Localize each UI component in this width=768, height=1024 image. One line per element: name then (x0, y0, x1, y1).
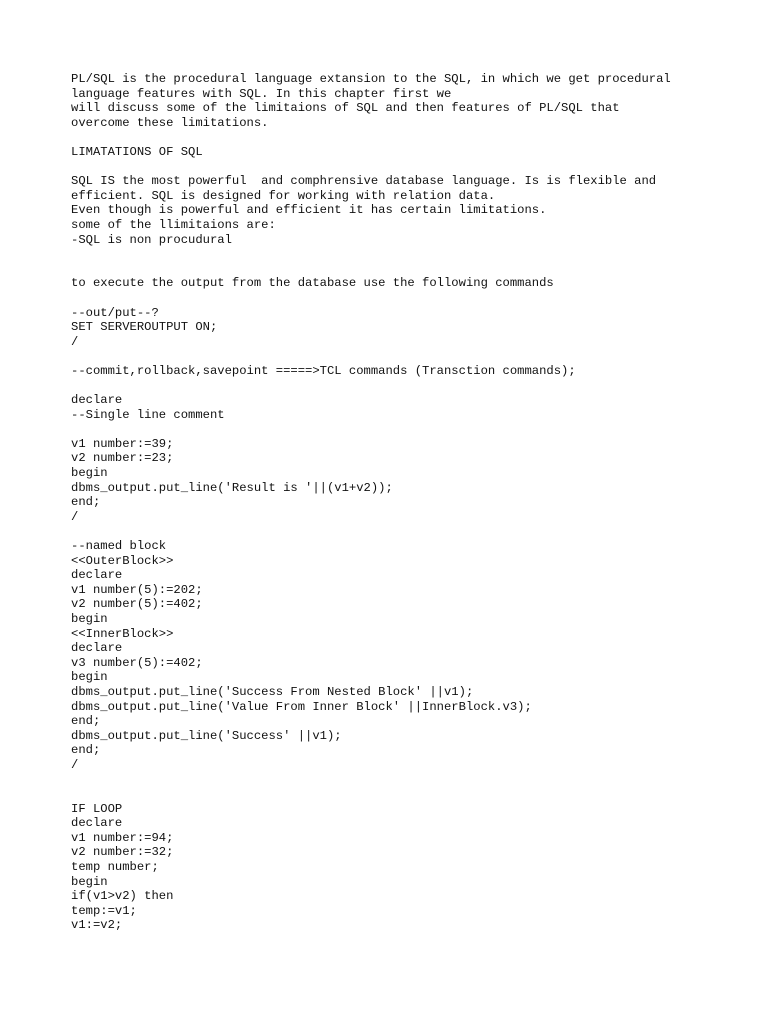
document-line (71, 787, 671, 802)
document-line (71, 160, 671, 175)
document-line: declare (71, 641, 123, 656)
document-line: some of the llimitaions are: (71, 217, 276, 232)
document-line: declare (71, 568, 123, 583)
document-line: <<OuterBlock>> (71, 553, 174, 568)
document-line (71, 422, 671, 437)
document-line: / (71, 757, 79, 772)
document-line: IF LOOP (71, 801, 123, 816)
document-line: v1:=v2; (71, 918, 123, 933)
document-line: LIMATATIONS OF SQL (71, 144, 203, 159)
document-line: dbms_output.put_line('Value From Inner Block' ||InnerBlock.v3); (71, 699, 532, 714)
document-line: declare (71, 816, 123, 831)
document-line: dbms_output.put_line('Success From Nested Block' ||v1); (71, 684, 474, 699)
document-line: --Single line comment (71, 407, 225, 422)
document-line: will discuss some of the limitaions of SQL and then features of PL/SQL that (71, 101, 620, 116)
document-line: begin (71, 611, 108, 626)
document-line: Even though is powerful and efficient it has certain limitations. (71, 203, 547, 218)
document-line: PL/SQL is the procedural language extansion to the SQL, in which we get procedural (71, 72, 671, 86)
document-line (71, 291, 671, 306)
document-line: begin (71, 670, 108, 685)
document-line: v2 number:=32; (71, 845, 174, 860)
document-line (71, 349, 671, 364)
document-line: end; (71, 743, 101, 758)
document-line: v1 number(5):=202; (71, 582, 203, 597)
document-line: end; (71, 495, 101, 510)
document-line (71, 773, 671, 788)
document-line: / (71, 334, 79, 349)
document-line: v1 number:=39; (71, 436, 174, 451)
document-line (71, 130, 671, 145)
document-body (71, 72, 671, 933)
document-line: SQL IS the most powerful and comphrensive database language. Is is flexible and (71, 174, 657, 189)
document-line: end; (71, 714, 101, 729)
document-line: language features with SQL. In this chapter first we (71, 86, 452, 101)
document-line: begin (71, 874, 108, 889)
document-line (71, 262, 671, 277)
document-line: SET SERVEROUTPUT ON; (71, 320, 218, 335)
document-line: overcome these limitations. (71, 115, 269, 130)
document-line: temp:=v1; (71, 903, 137, 918)
document-line: v3 number(5):=402; (71, 655, 203, 670)
document-line: v1 number:=94; (71, 830, 174, 845)
document-line: <<InnerBlock>> (71, 626, 174, 641)
document-line: -SQL is non procudural (71, 232, 232, 247)
document-line: / (71, 509, 79, 524)
document-line (71, 524, 671, 539)
document-line: dbms_output.put_line('Success' ||v1); (71, 728, 342, 743)
document-line: begin (71, 466, 108, 481)
document-line: if(v1>v2) then (71, 889, 174, 904)
document-line: declare (71, 393, 123, 408)
document-line (71, 378, 671, 393)
document-line: --named block (71, 539, 167, 553)
document-line: --out/put--? (71, 305, 159, 320)
document-line: temp number; (71, 860, 159, 875)
document-line: v2 number(5):=402; (71, 597, 203, 612)
document-line: efficient. SQL is designed for working with relation data. (71, 188, 496, 203)
document-line: to execute the output from the database use the following commands (71, 276, 554, 291)
document-line: dbms_output.put_line('Result is '||(v1+v2)); (71, 480, 393, 495)
document-line: v2 number:=23; (71, 451, 174, 466)
document-line (71, 247, 671, 262)
document-line: --commit,rollback,savepoint =====>TCL commands (Transction commands); (71, 363, 576, 378)
